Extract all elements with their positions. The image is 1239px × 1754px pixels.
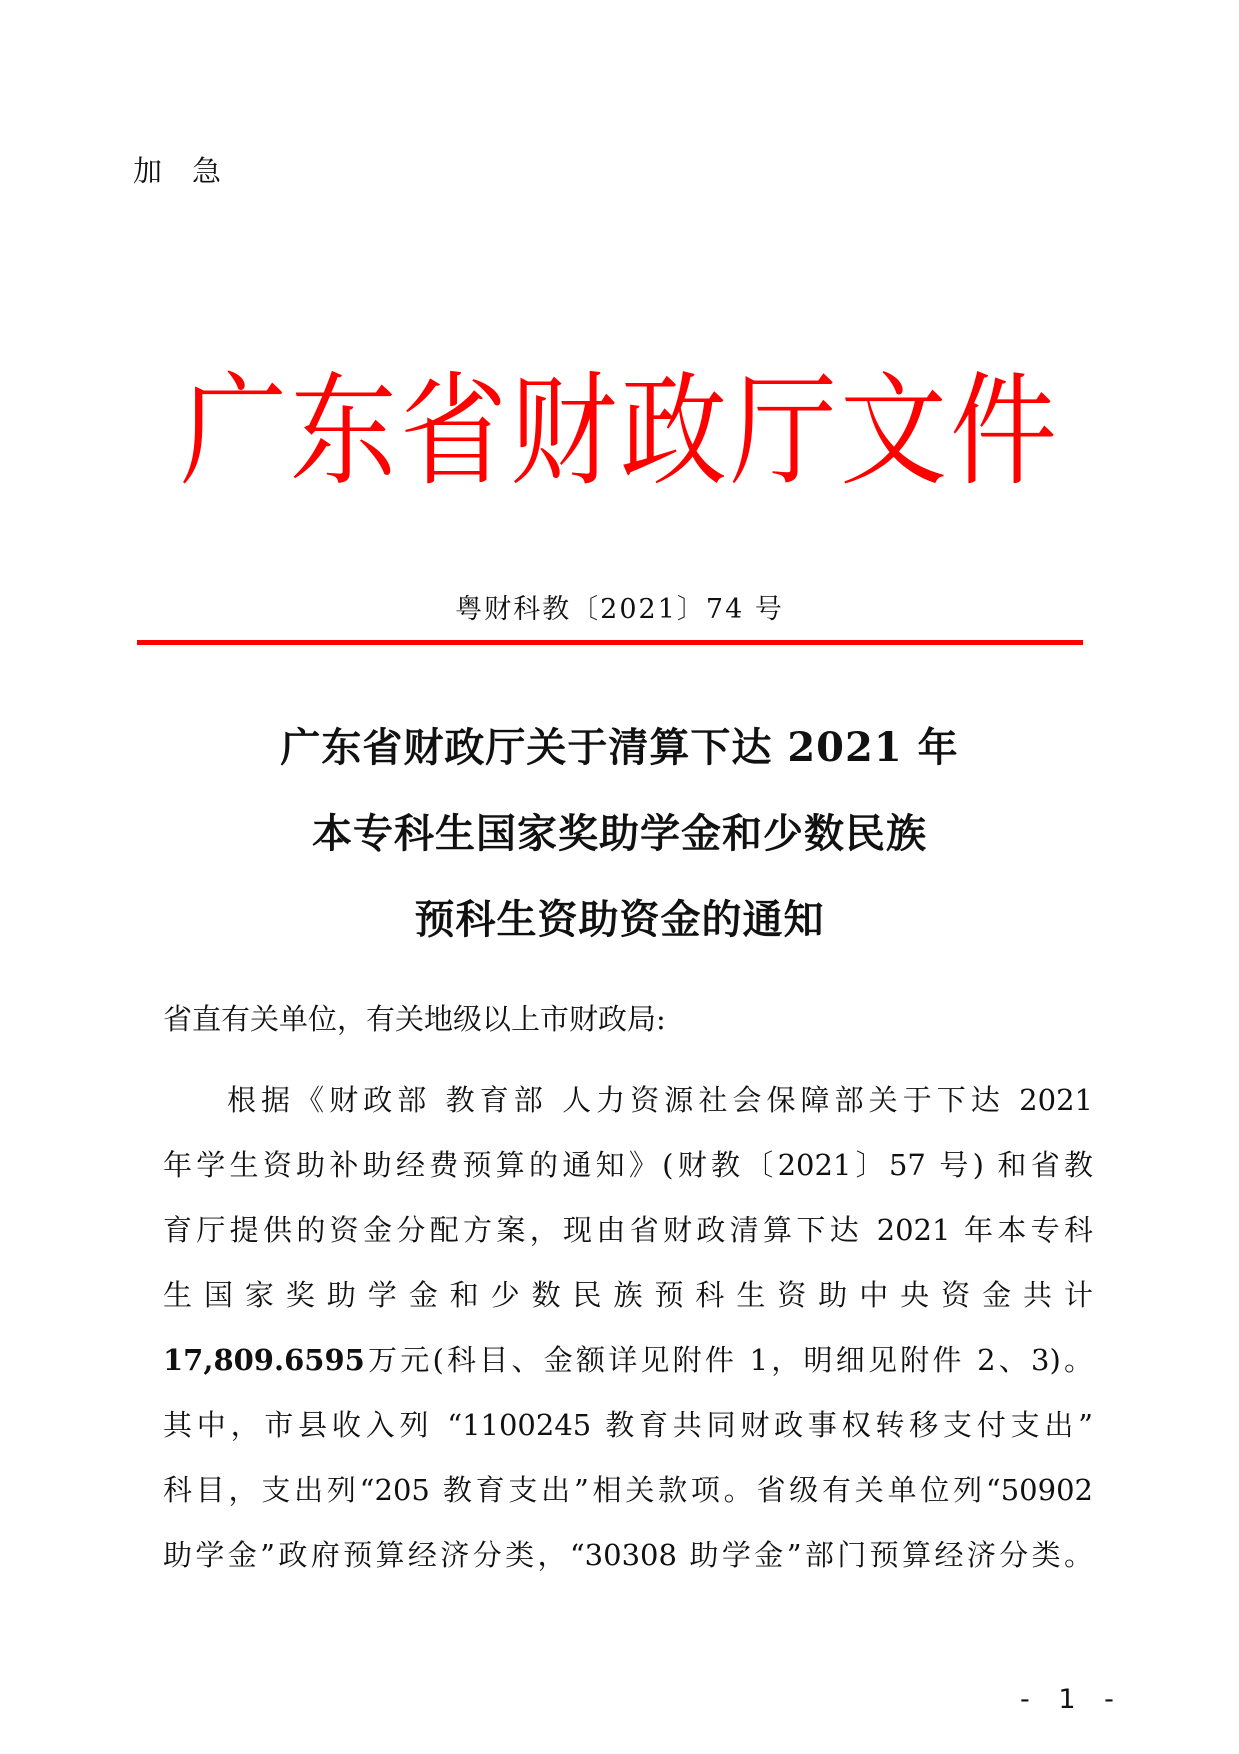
body-line-4: 生国家奖助学金和少数民族预科生资助中央资金共计	[163, 1278, 1093, 1312]
issuer-red-header: 广东省财政厅文件	[179, 361, 1060, 504]
body-line-6: 其中，市县收入列 “1100245 教育共同财政事权转移支付支出”	[163, 1408, 1093, 1442]
title-line-1: 广东省财政厅关于清算下达 2021 年	[280, 724, 959, 771]
body-line-8: 助学金”政府预算经济分类，“30308 助学金”部门预算经济分类。	[163, 1538, 1093, 1572]
page-number: - 1 -	[1020, 1684, 1124, 1715]
red-separator-line	[137, 640, 1083, 645]
body-line-5	[163, 1328, 1093, 1393]
body-line-1: 根据《财政部 教育部 人力资源社会保障部关于下达 2021	[227, 1083, 1093, 1117]
title-line-3: 预科生资助资金的通知	[414, 896, 825, 943]
document-number: 粤财科教〔2021〕74 号	[455, 594, 784, 625]
document-title	[0, 705, 1239, 963]
title-line-2: 本专科生国家奖助学金和少数民族	[312, 810, 927, 857]
urgency-mark: 加急	[133, 154, 252, 188]
body-line-2: 年学生资助补助经费预算的通知》(财教〔2021〕57 号) 和省教	[163, 1148, 1093, 1182]
body-text	[163, 1068, 1093, 1588]
body-line-7: 科目，支出列“205 教育支出”相关款项。省级有关单位列“50902	[163, 1473, 1093, 1507]
salutation: 省直有关单位，有关地级以上市财政局:	[163, 1002, 666, 1036]
body-line-5-rest: 万元(科目、金额详见附件 1，明细见附件 2、3)。	[364, 1343, 1093, 1377]
funding-amount: 17,809.6595	[163, 1343, 365, 1377]
body-line-3: 育厅提供的资金分配方案，现由省财政清算下达 2021 年本专科	[163, 1213, 1093, 1247]
